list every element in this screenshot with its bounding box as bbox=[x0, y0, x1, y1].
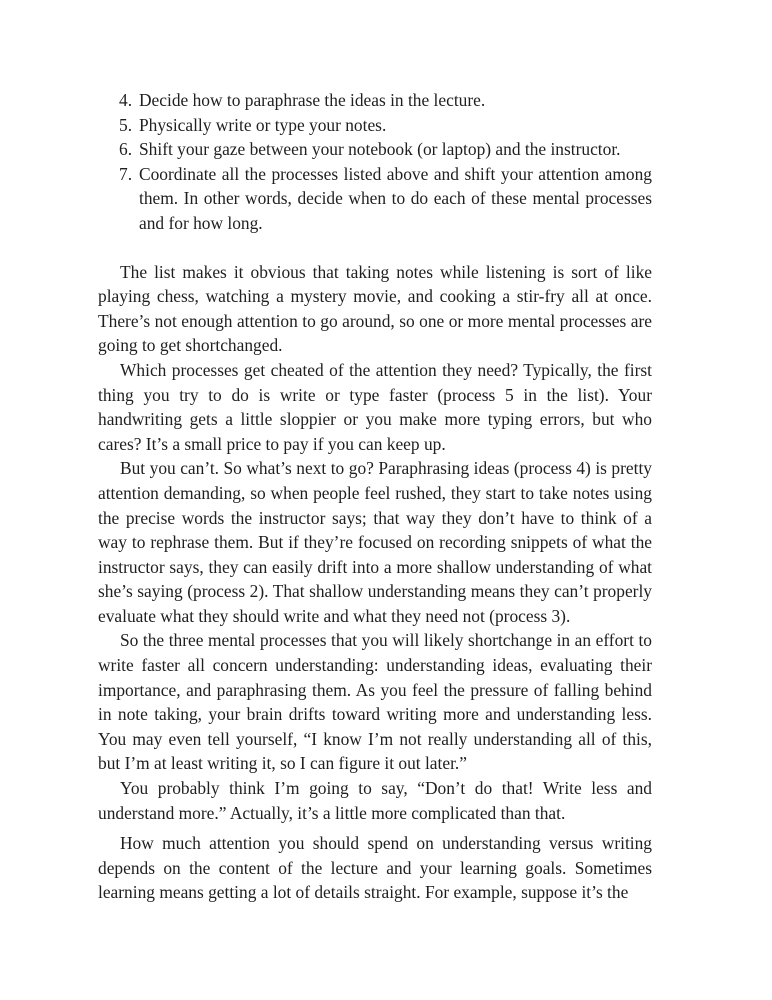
list-number: 5. bbox=[119, 114, 133, 135]
list-number: 6. bbox=[119, 139, 133, 160]
body-paragraph: You probably think I’m going to say, “Don’t do that! Write less and understand more.” Actually, it’s a little more complicated than that. bbox=[98, 778, 652, 823]
body-paragraph: Which processes get cheated of the attention they need? Typically, the first thing you try to do is write or type faster (process 5 in the list). Your handwriting gets a little sloppier or you make more typing errors, but who cares? It’s a small price to pay if you can keep up. bbox=[98, 359, 652, 454]
body-paragraph: How much attention you should spend on understanding versus writing depends on the content of the lecture and your learning goals. Sometimes learning means getting a lot of details straight. For example, suppose it’s the bbox=[98, 833, 652, 903]
list-item-text: Coordinate all the processes listed above and shift your attention among them. In other words, decide when to do each of these mental processes and for how long. bbox=[139, 163, 652, 233]
body-paragraph: The list makes it obvious that taking notes while listening is sort of like playing chess, watching a mystery movie, and cooking a stir-fry all at once. There’s not enough attention to go around, so one or more mental processes are going to get shortchanged. bbox=[98, 261, 652, 356]
list-item bbox=[98, 162, 652, 236]
numbered-list bbox=[98, 88, 652, 236]
list-item bbox=[98, 113, 652, 138]
body-paragraph: But you can’t. So what’s next to go? Paraphrasing ideas (process 4) is pretty attention demanding, so when people feel rushed, they start to take notes using the precise words the instructor says; that way they don’t have to think of a way to rephrase them. But if they’re focused on recording snippets of what the instructor says, they can easily drift into a more shallow understanding of what she’s saying (process 2). That shallow understanding means they can’t properly evaluate what they should write and what they need not (process 3). bbox=[98, 458, 652, 626]
list-item bbox=[98, 88, 652, 113]
list-item-text: Decide how to paraphrase the ideas in the lecture. bbox=[139, 90, 486, 110]
list-item-text: Shift your gaze between your notebook (or laptop) and the instructor. bbox=[139, 139, 621, 160]
list-item bbox=[98, 137, 652, 162]
page-body bbox=[98, 88, 652, 905]
list-number: 7. bbox=[119, 163, 133, 184]
list-item-text: Physically write or type your notes. bbox=[139, 114, 387, 135]
list-number: 4. bbox=[119, 90, 133, 110]
body-paragraph: So the three mental processes that you will likely shortchange in an effort to write faster all concern understanding: understanding ideas, evaluating their importance, and paraphrasing them. As you feel the pressure of falling behind in note taking, your brain drifts toward writing more and understanding less. You may even tell yourself, “I know I’m not really understanding all of this, but I’m at least writing it, so I can figure it out later.” bbox=[98, 630, 652, 774]
